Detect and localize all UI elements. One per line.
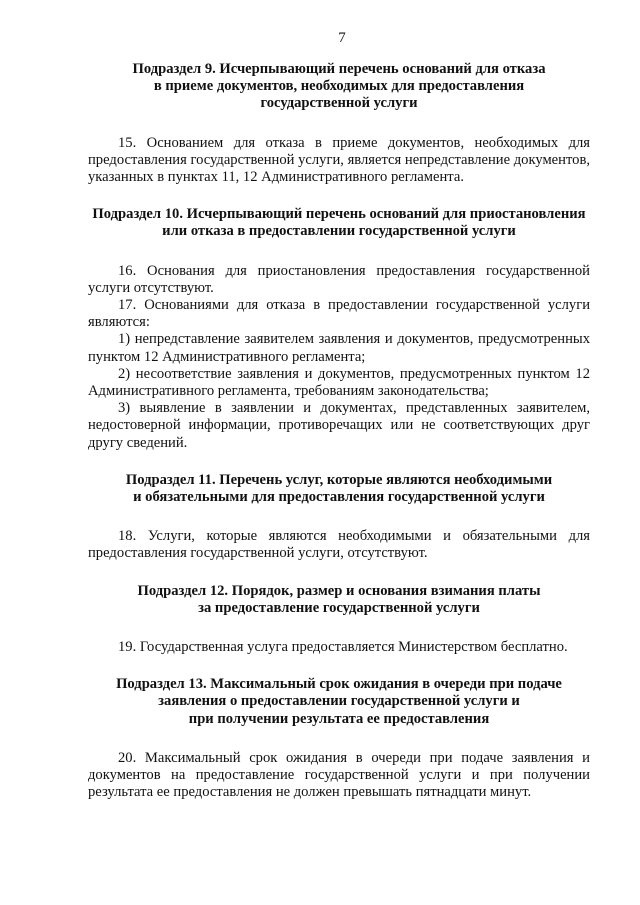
paragraph-16: 16. Основания для приостановления предоставления государственной услуги отсутствуют. xyxy=(88,262,590,296)
section-13 xyxy=(88,676,590,801)
paragraph-17-item-1: 1) непредставление заявителем заявления и документов, предусмотренных пунктом 12 Административного регламента; xyxy=(88,331,590,365)
section-heading xyxy=(88,61,590,113)
heading-line: заявления о предоставлении государственной услуги и xyxy=(158,693,520,710)
heading-line: Подраздел 11. Перечень услуг, которые являются необходимыми xyxy=(125,471,553,488)
section-heading xyxy=(88,472,590,506)
heading-line: в приеме документов, необходимых для предоставления xyxy=(153,78,525,95)
paragraph-20: 20. Максимальный срок ожидания в очереди при подаче заявления и документов на предоставление государственной услуги и при получении результата ее предоставления не должен превышать пятнадцати минут. xyxy=(88,749,590,801)
section-11 xyxy=(88,472,590,563)
paragraph-15: 15. Основанием для отказа в приеме документов, необходимых для предоставления государственной услуги, является непредставление документов, указанных в пунктах 11, 12 Административного регламента. xyxy=(88,134,590,186)
heading-line: при получении результата ее предоставления xyxy=(188,710,490,727)
paragraph-17: 17. Основаниями для отказа в предоставлении государственной услуги являются: xyxy=(88,297,590,331)
heading-line: или отказа в предоставлении государственной услуги xyxy=(162,223,516,240)
paragraph-18: 18. Услуги, которые являются необходимыми и обязательными для предоставления государственной услуги, отсутствуют. xyxy=(88,528,590,562)
section-12 xyxy=(88,583,590,657)
paragraph-17-item-3: 3) выявление в заявлении и документах, представленных заявителем, недостоверной информации, противоречащих или не соответствующих друг другу сведений. xyxy=(88,400,590,451)
paragraph-19: 19. Государственная услуга предоставляется Министерством бесплатно. xyxy=(118,639,568,656)
heading-line: Подраздел 12. Порядок, размер и основания взимания платы xyxy=(137,582,541,599)
section-heading xyxy=(88,583,590,617)
heading-line: Подраздел 13. Максимальный срок ожидания в очереди при подаче xyxy=(116,676,562,693)
section-10 xyxy=(88,206,590,452)
paragraph-17-item-2: 2) несоответствие заявления и документов, предусмотренных пунктом 12 Административного регламента, требованиям законодательства; xyxy=(88,365,590,400)
heading-line: Подраздел 10. Исчерпывающий перечень оснований для приостановления xyxy=(92,206,586,223)
page-number: 7 xyxy=(338,30,346,46)
section-heading xyxy=(88,206,590,240)
heading-line: и обязательными для предоставления государственной услуги xyxy=(133,489,545,506)
heading-line: государственной услуги xyxy=(260,95,418,112)
heading-line: за предоставление государственной услуги xyxy=(198,599,480,616)
section-9 xyxy=(88,61,590,186)
section-heading xyxy=(88,676,590,728)
heading-line: Подраздел 9. Исчерпывающий перечень оснований для отказа xyxy=(132,61,546,77)
